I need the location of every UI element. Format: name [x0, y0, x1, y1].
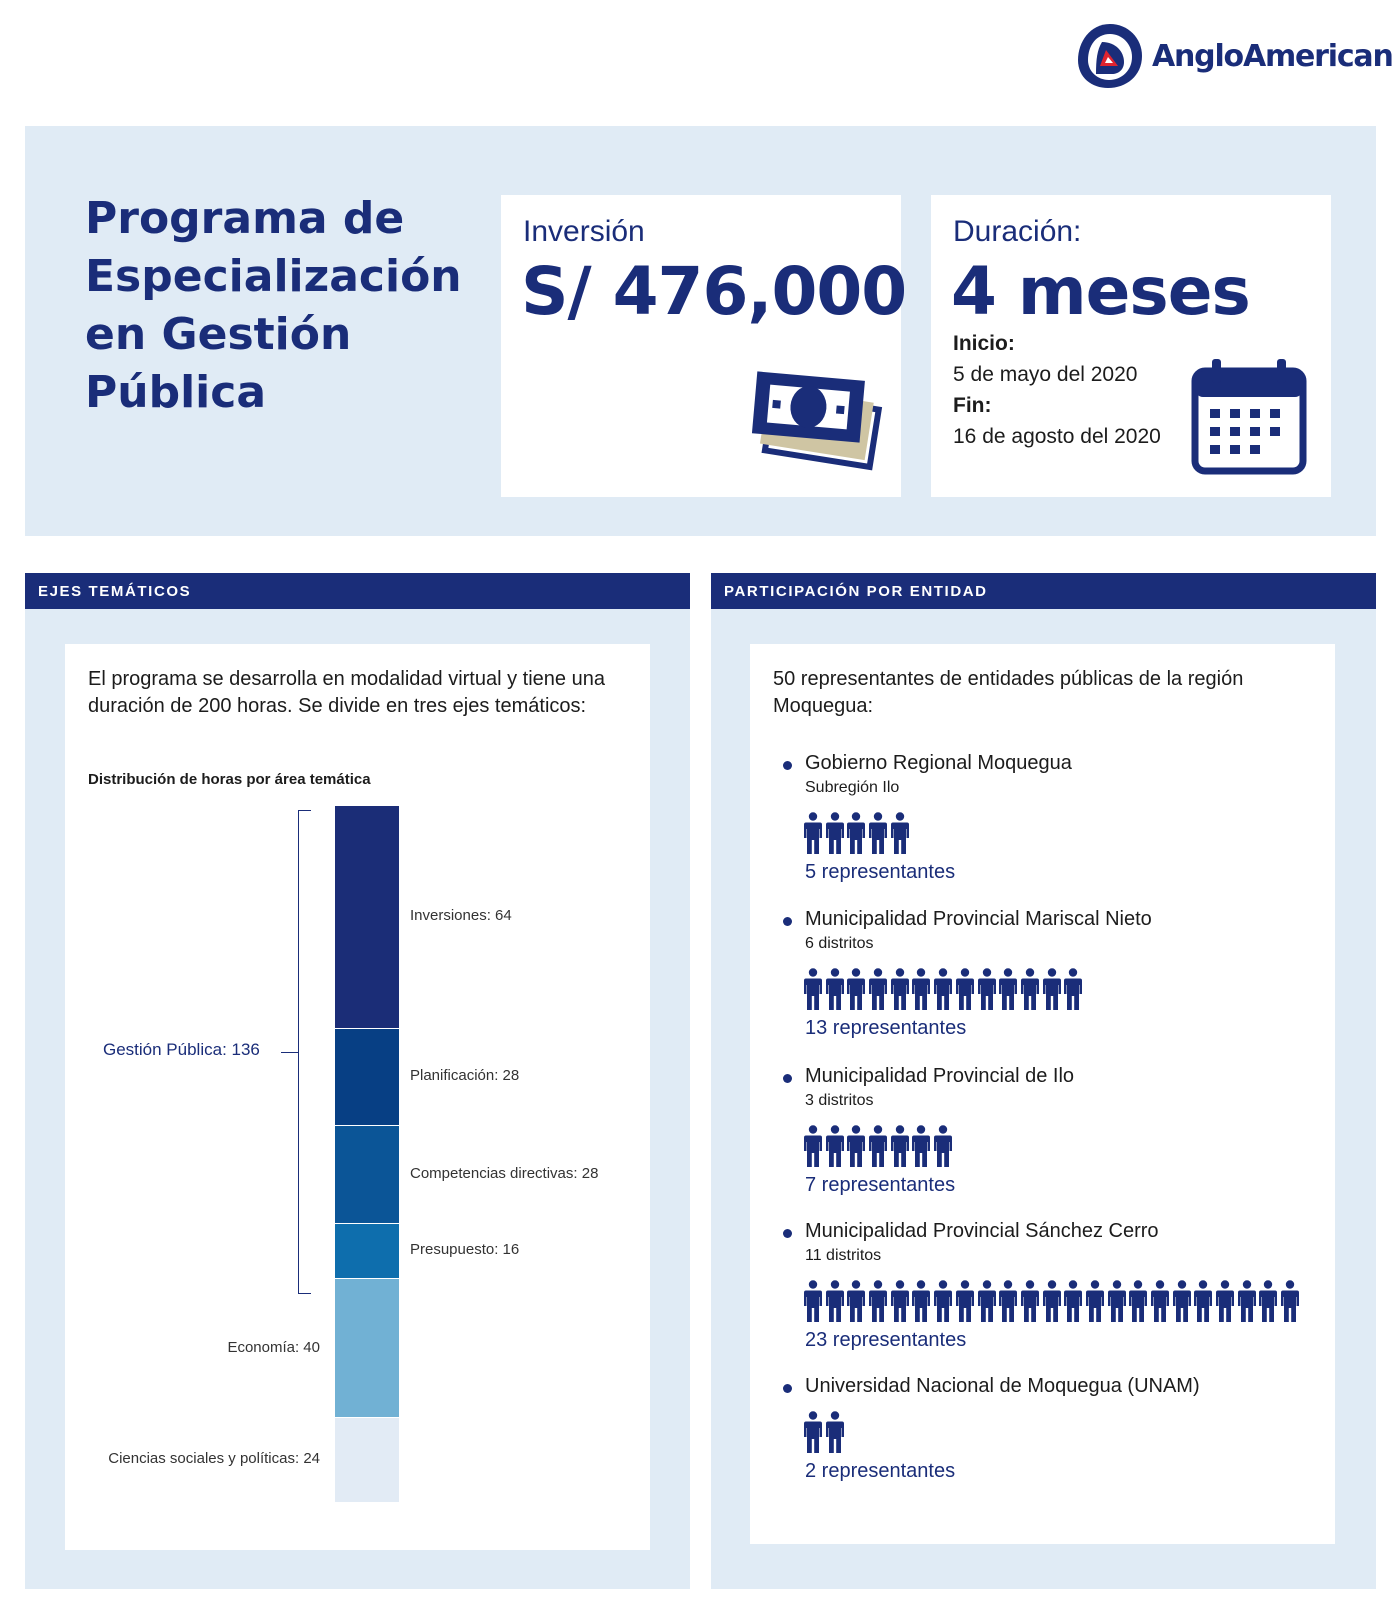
person-icon	[1021, 1280, 1043, 1322]
ejes-heading: EJES TEMÁTICOS	[25, 573, 690, 609]
person-icon	[1108, 1280, 1130, 1322]
person-icon	[804, 1125, 826, 1167]
person-icon	[999, 968, 1021, 1010]
money-icon	[748, 370, 884, 475]
representatives-icons	[804, 968, 1086, 1010]
person-icon	[826, 812, 848, 854]
entity-item	[780, 1065, 1310, 1195]
entity-name: Municipalidad Provincial de Ilo	[805, 1065, 1075, 1087]
person-icon	[912, 1125, 934, 1167]
bar-segment	[335, 1126, 399, 1222]
duration-label: Duración:	[953, 215, 1082, 248]
person-icon	[1238, 1280, 1260, 1322]
person-icon	[847, 1280, 869, 1322]
person-icon	[1043, 1280, 1065, 1322]
person-icon	[891, 968, 913, 1010]
participacion-panel	[711, 573, 1376, 1589]
bar-segment	[335, 806, 399, 1028]
segment-label: Presupuesto: 16	[410, 1241, 520, 1259]
calendar-icon	[1190, 357, 1308, 477]
end-label: Fin:	[953, 394, 992, 417]
person-icon	[869, 1280, 891, 1322]
segment-label: Ciencias sociales y políticas: 24	[108, 1450, 320, 1468]
person-icon	[891, 812, 913, 854]
start-label: Inicio:	[953, 332, 1015, 355]
person-icon	[1173, 1280, 1195, 1322]
bullet-icon	[783, 1384, 792, 1393]
segment-label: Competencias directivas: 28	[410, 1164, 599, 1182]
person-icon	[891, 1125, 913, 1167]
person-icon	[847, 1125, 869, 1167]
participacion-content	[750, 644, 1335, 1544]
person-icon	[912, 968, 934, 1010]
investment-value: S/ 476,000	[521, 253, 907, 330]
person-icon	[1129, 1280, 1151, 1322]
person-icon	[1021, 968, 1043, 1010]
bullet-icon	[783, 917, 792, 926]
person-icon	[1194, 1280, 1216, 1322]
entity-subtitle: 3 distritos	[805, 1092, 874, 1109]
person-icon	[934, 1125, 956, 1167]
person-icon	[826, 968, 848, 1010]
page-title: Programa de Especialización en Gestión Pública	[85, 193, 462, 418]
duration-dates	[953, 328, 1161, 452]
representatives-count: 13 representantes	[805, 1017, 967, 1039]
person-icon	[869, 1125, 891, 1167]
representatives-count: 5 representantes	[805, 861, 956, 883]
person-icon	[847, 968, 869, 1010]
segment-label: Planificación: 28	[410, 1067, 520, 1085]
duration-value: 4 meses	[951, 253, 1250, 330]
representatives-icons	[804, 1125, 956, 1167]
person-icon	[1259, 1280, 1281, 1322]
person-icon	[1086, 1280, 1108, 1322]
entity-subtitle: 11 distritos	[805, 1247, 882, 1264]
person-icon	[826, 1280, 848, 1322]
person-icon	[912, 1280, 934, 1322]
person-icon	[804, 812, 826, 854]
bullet-icon	[783, 761, 792, 770]
person-icon	[978, 1280, 1000, 1322]
ejes-tematicos-panel	[25, 573, 690, 1589]
entity-subtitle: 6 distritos	[805, 935, 874, 952]
person-icon	[847, 812, 869, 854]
ejes-intro: El programa se desarrolla en modalidad virtual y tiene una duración de 200 horas. Se divide en tres ejes temáticos:	[88, 668, 605, 717]
entity-item	[780, 908, 1310, 1038]
representatives-icons	[804, 1411, 847, 1453]
representatives-count: 2 representantes	[805, 1460, 956, 1482]
logo-text: AngloAmerican	[1152, 38, 1393, 74]
group-bracket	[298, 810, 311, 1294]
group-bracket-tick	[281, 1052, 298, 1053]
group-label: Gestión Pública: 136	[103, 1040, 260, 1059]
segment-label: Inversiones: 64	[410, 907, 512, 925]
bar-segment	[335, 1029, 399, 1125]
entity-name: Gobierno Regional Moquegua	[805, 752, 1072, 774]
investment-label: Inversión	[523, 215, 645, 248]
anglo-american-logo	[1072, 20, 1393, 92]
entity-name: Universidad Nacional de Moquegua (UNAM)	[805, 1375, 1200, 1397]
representatives-count: 23 representantes	[805, 1329, 967, 1351]
person-icon	[1281, 1280, 1303, 1322]
duration-card	[931, 195, 1331, 497]
investment-card	[501, 195, 907, 497]
representatives-icons	[804, 1280, 1303, 1322]
entity-item	[780, 1220, 1310, 1350]
person-icon	[956, 968, 978, 1010]
person-icon	[1043, 968, 1065, 1010]
start-date: 5 de mayo del 2020	[953, 363, 1138, 386]
person-icon	[804, 968, 826, 1010]
entity-name: Municipalidad Provincial Mariscal Nieto	[805, 908, 1152, 930]
participacion-intro: 50 representantes de entidades públicas de la región Moquegua:	[773, 668, 1244, 717]
person-icon	[804, 1280, 826, 1322]
person-icon	[1064, 968, 1086, 1010]
person-icon	[934, 1280, 956, 1322]
representatives-count: 7 representantes	[805, 1174, 956, 1196]
person-icon	[826, 1411, 848, 1453]
bar-segment	[335, 1279, 399, 1417]
entity-subtitle: Subregión Ilo	[805, 779, 900, 796]
chart-title: Distribución de horas por área temática	[88, 771, 371, 788]
person-icon	[826, 1125, 848, 1167]
representatives-icons	[804, 812, 912, 854]
segment-label: Economía: 40	[227, 1338, 320, 1356]
entity-item	[780, 1375, 1310, 1505]
person-icon	[891, 1280, 913, 1322]
logo-mark-icon	[1072, 20, 1148, 92]
person-icon	[999, 1280, 1021, 1322]
bar-segment	[335, 1418, 399, 1502]
bullet-icon	[783, 1074, 792, 1083]
person-icon	[1064, 1280, 1086, 1322]
bar-segment	[335, 1224, 399, 1279]
person-icon	[869, 968, 891, 1010]
person-icon	[956, 1280, 978, 1322]
ejes-content	[65, 644, 650, 1550]
entity-name: Municipalidad Provincial Sánchez Cerro	[805, 1220, 1159, 1242]
person-icon	[804, 1411, 826, 1453]
person-icon	[1216, 1280, 1238, 1322]
hours-stacked-bar-chart	[65, 644, 650, 1550]
person-icon	[934, 968, 956, 1010]
person-icon	[978, 968, 1000, 1010]
end-date: 16 de agosto del 2020	[953, 425, 1161, 448]
entity-item	[780, 752, 1310, 882]
participacion-heading: PARTICIPACIÓN POR ENTIDAD	[711, 573, 1376, 609]
person-icon	[1151, 1280, 1173, 1322]
person-icon	[869, 812, 891, 854]
bullet-icon	[783, 1229, 792, 1238]
